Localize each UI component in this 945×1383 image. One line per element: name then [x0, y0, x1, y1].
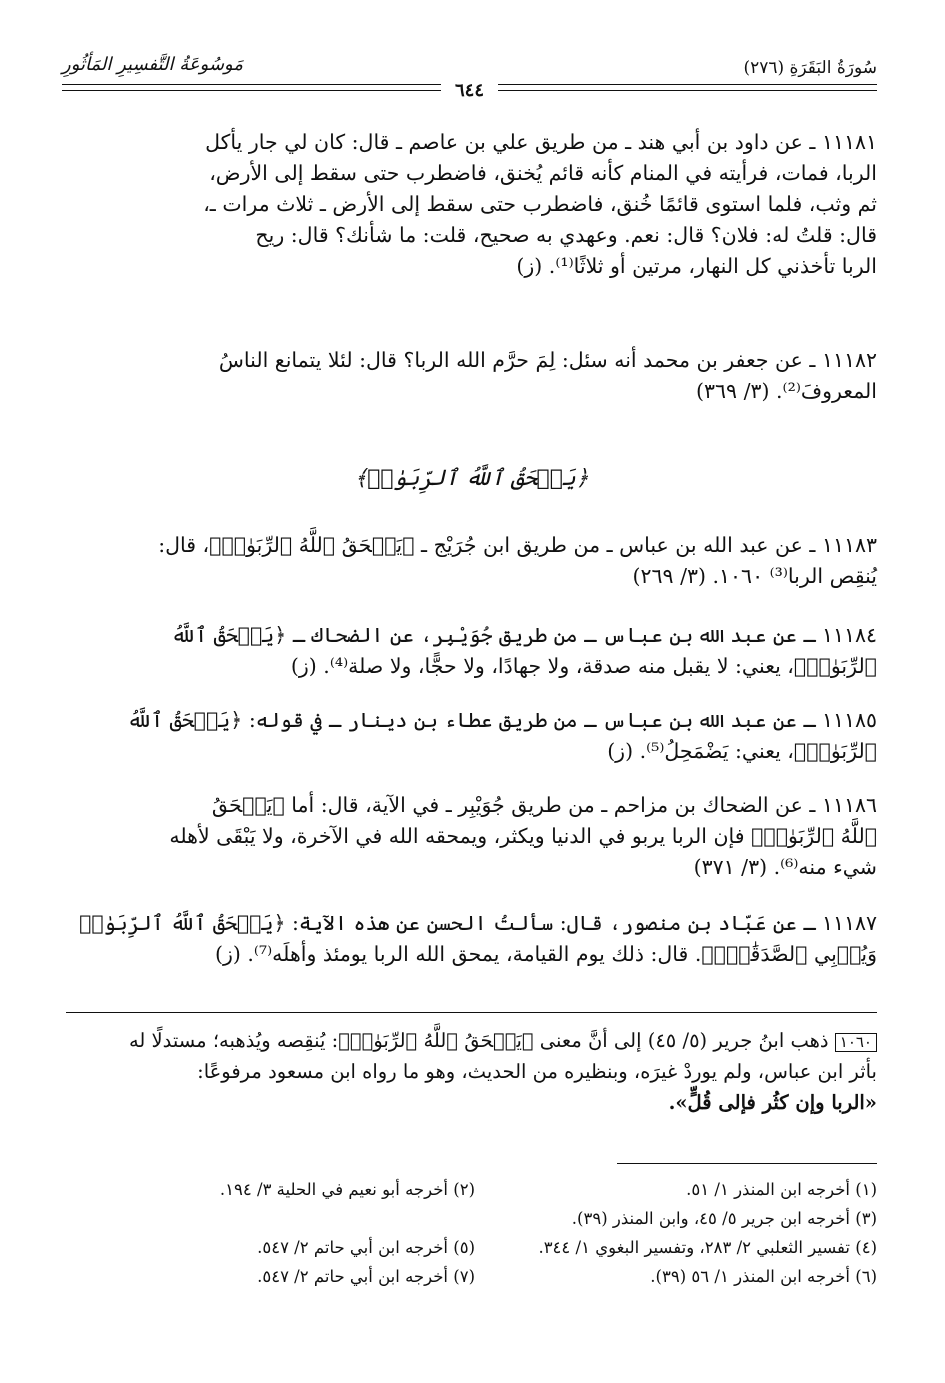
entry-11184: [66, 620, 877, 682]
footnote: (٣) أخرجه ابن جرير ٥/ ٤٥، وابن المنذر (٣٩).: [571, 1209, 877, 1228]
commentary-line: [66, 1025, 877, 1056]
commentary-line: «الربا وإن كثُر فإلى قُلٍّ».: [668, 1091, 877, 1114]
footnote-rule: [617, 1163, 877, 1164]
footnote: (١) أخرجه ابن المنذر ١/ ٥١.: [686, 1180, 877, 1199]
entry-line: ١١١٨٧ ـ عن عَبّاد بن منصور، قال: سألتُ الحسن عن هذه الآية: ﴿يَمۡحَقُ ٱللَّهُ ٱلرِّبَوٰا۟: [79, 911, 877, 935]
entry-11182: [66, 345, 877, 407]
entry-line: المعروفَ⁽²⁾. (٣/ ٣٦٩): [696, 379, 877, 403]
footnote: (٥) أخرجه ابن أبي حاتم ٢/ ٥٤٧.: [257, 1238, 475, 1257]
entry-11181: [66, 127, 877, 282]
entry-line: ٱلرِّبَوٰا۟﴾، يعني: يَضْمَحِلُ⁽⁵⁾. (ز): [607, 739, 877, 763]
entry-11185: [66, 705, 877, 767]
commentary-line: بأثر ابن عباس، ولم يوردْ غيرَه، وبنظيره من الحديث، وهو ما رواه ابن مسعود مرفوعًا:: [197, 1060, 877, 1083]
commentary-box-number: ١٠٦٠: [835, 1033, 877, 1052]
footnote: (٤) تفسير الثعلبي ٢/ ٢٨٣، وتفسير البغوي ١/ ٣٤٤.: [538, 1238, 877, 1257]
entry-line: ١١١٨٢ ـ عن جعفر بن محمد أنه سئل: لِمَ حرَّم الله الربا؟ قال: لئلا يتمانع الناسُ: [218, 348, 877, 372]
commentary-text: ذهب ابنُ جرير (٥/ ٤٥) إلى أنَّ معنى ﴿يَمۡحَقُ ٱللَّهُ ٱلرِّبَوٰا۟﴾: يُنقِصه ويُذهبه؛ مستدلًا له: [128, 1029, 829, 1052]
commentary-rule: [66, 1012, 877, 1013]
entry-line: ٱللَّهُ ٱلرِّبَوٰا۟﴾ فإن الربا يربو في الدنيا ويكثر، ويمحقه الله في الآخرة، ولا يَبْقَى لأهله: [169, 824, 877, 848]
entry-line: ١١١٨٥ ـ عن عبد الله بن عباس ـ من طريق عطاء بن دينار ـ في قوله: ﴿يَمۡحَقُ ٱللَّهُ: [127, 708, 877, 732]
entry-line: ١١١٨٣ ـ عن عبد الله بن عباس ـ من طريق ابن جُرَيْج ـ ﴿يَمۡحَقُ ٱللَّهُ ٱلرِّبَوٰا۟﴾، قال:: [158, 533, 877, 557]
section-heading: ﴿يَمۡحَقُ ٱللَّهُ ٱلرِّبَوٰا۟﴾: [354, 466, 589, 491]
entry-line: يُنقِص الربا⁽³⁾ ١٠٦٠. (٣/ ٢٦٩): [632, 564, 877, 588]
footnote: (٦) أخرجه ابن المنذر ١/ ٥٦ (٣٩).: [650, 1267, 877, 1286]
entry-11187: [66, 908, 877, 970]
entry-line: شيء منه⁽⁶⁾. (٣/ ٣٧١): [693, 855, 877, 879]
book-title: مَوسُوعَةُ التَّفسِيرِ المَأثُورِ: [62, 54, 243, 75]
footnote: (٢) أخرجه أبو نعيم في الحلية ٣/ ١٩٤.: [219, 1180, 475, 1199]
entry-line: ثم وثب، فلما استوى قائمًا خُنق، فاضطرب حتى سقط إلى الأرض ـ ثلاث مرات ـ،: [203, 192, 877, 216]
footnote: (٧) أخرجه ابن أبي حاتم ٢/ ٥٤٧.: [257, 1267, 475, 1286]
page-number: ٦٤٤: [441, 80, 498, 101]
entry-11183: [66, 530, 877, 592]
page-number-wrap: [62, 80, 877, 101]
running-header: [62, 50, 877, 100]
entry-line: ١١١٨٦ ـ عن الضحاك بن مزاحم ـ من طريق جُوَيْبِر ـ في الآية، قال: أما ﴿يَمۡحَقُ: [211, 793, 877, 817]
entry-line: الربا، فمات، فرأيته في المنام كأنه قائم يُخنق، فاضطرب حتى سقط إلى الأرض،: [209, 161, 877, 185]
entry-line: ٱلرِّبَوٰا۟﴾، يعني: لا يقبل منه صدقة، ولا جهادًا، ولا حجًّا، ولا صلة⁽⁴⁾. (ز): [290, 654, 877, 678]
surah-title: سُورَةُ البَقَرَةِ (٢٧٦): [743, 58, 877, 78]
entry-line: ١١١٨٤ ـ عن عبد الله بن عباس ـ من طريق جُوَيْبِر، عن الضحاك ـ ﴿يَمۡحَقُ ٱللَّهُ: [171, 623, 877, 647]
entry-line: الربا تأخذني كل النهار، مرتين أو ثلاثًا⁽¹⁾. (ز): [516, 254, 877, 278]
entry-line: وَيُرۡبِي ٱلصَّدَقَٰتِۗ﴾. قال: ذلك يوم القيامة، يمحق الله الربا يومئذ وأهلَه⁽⁷⁾. (ز): [214, 942, 877, 966]
entry-line: قال: قلتُ له: فلان؟ قال: نعم. وعهدي به صحيح، قلت: ما شأنك؟ قال: ريح: [255, 223, 877, 247]
entry-11186: [66, 790, 877, 883]
commentary-note: [66, 1025, 877, 1118]
entry-line: ١١١٨١ ـ عن داود بن أبي هند ـ من طريق علي بن عاصم ـ قال: كان لي جار يأكل: [205, 130, 877, 154]
